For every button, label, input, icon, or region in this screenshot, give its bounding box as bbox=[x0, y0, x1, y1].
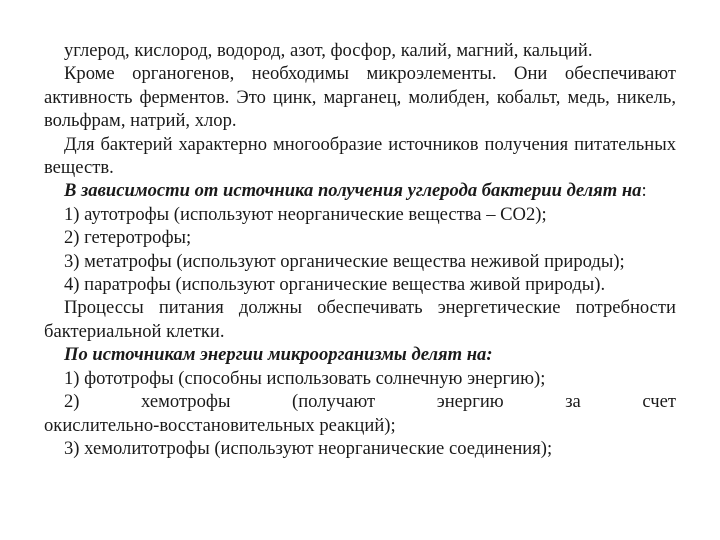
paragraph-energy-needs: Процессы питания должны обеспечивать энергетические потребности бактериальной клетки. bbox=[44, 297, 676, 342]
chemotrophs-line-1: 2) хемотрофы (получают энергию за счет bbox=[64, 391, 676, 413]
list-item-paratrophs: 4) паратрофы (используют органические вещества живой природы). bbox=[64, 274, 606, 296]
list-item-heterotrophs: 2) гетеротрофы; bbox=[64, 227, 192, 249]
list-item-phototrophs: 1) фототрофы (способны использовать солнечную энергию); bbox=[64, 367, 546, 389]
chemotrophs-line-2: окислительно-восстановительных реакций); bbox=[44, 414, 396, 436]
list-item-metatrophs: 3) метатрофы (используют органические вещества неживой природы); bbox=[64, 250, 625, 272]
slide-text-body bbox=[44, 39, 676, 460]
list-item-chemotrophs bbox=[44, 390, 676, 437]
paragraph-elements-list: углерод, кислород, водород, азот, фосфор, калий, магний, кальций. bbox=[64, 40, 593, 61]
list-item-autotrophs: 1) аутотрофы (используют неорганические вещества – СО2); bbox=[64, 203, 547, 225]
paragraph-carbon-classification bbox=[44, 179, 676, 202]
paragraph-microelements: Кроме органогенов, необходимы микроэлементы. Они обеспечивают активность ферментов. Это цинк, марганец, молибден, кобальт, медь, никель, вольфрам, натрий, хлор. bbox=[44, 63, 676, 132]
carbon-classification-heading: В зависимости от источника получения углерода бактерии делят на bbox=[64, 180, 642, 202]
energy-classification-heading: По источникам энергии микроорганизмы делят на: bbox=[64, 344, 493, 366]
list-item-chemolithotrophs: 3) хемолитотрофы (используют неорганические соединения); bbox=[64, 437, 553, 459]
paragraph-nutrition-diversity: Для бактерий характерно многообразие источников получения питательных веществ. bbox=[44, 133, 676, 179]
carbon-classification-colon: : bbox=[641, 180, 647, 202]
